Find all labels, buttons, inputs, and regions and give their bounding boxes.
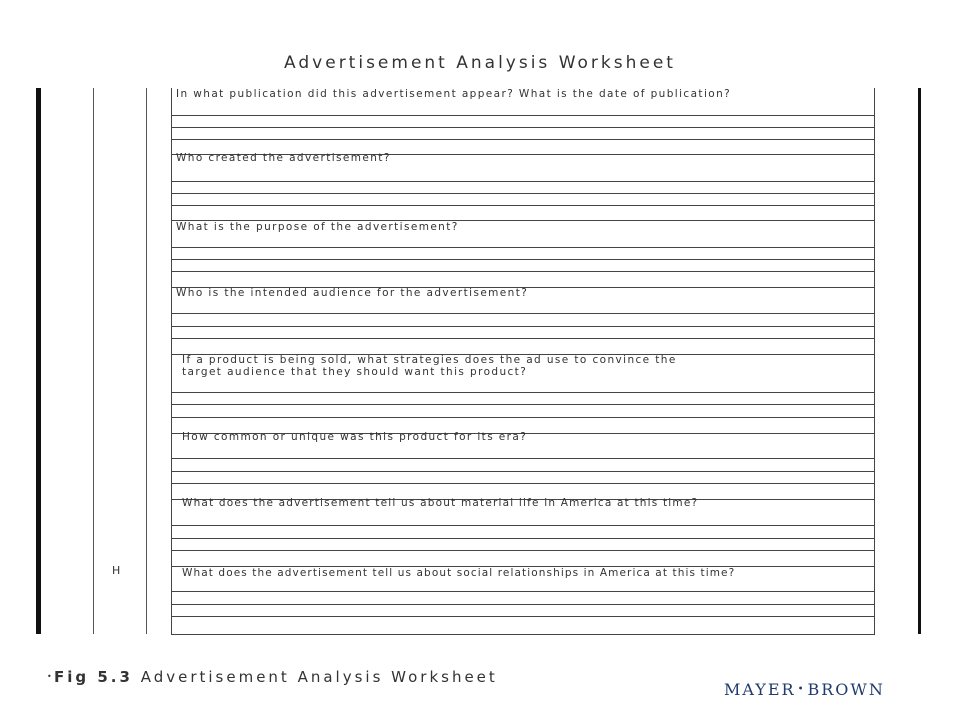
question-audience: Who is the intended audience for the advertisement? — [176, 287, 529, 299]
answer-grid — [171, 88, 875, 635]
question-strategies-line-2: target audience that they should want this product? — [182, 366, 528, 378]
mayer-brown-logo — [724, 680, 885, 699]
question-strategies-line-1: If a product is being sold, what strategies does the ad use to convince the — [182, 354, 677, 366]
grid-line — [172, 483, 874, 484]
grid-line — [172, 205, 874, 206]
grid-line — [172, 458, 874, 459]
column-divider-1 — [93, 88, 94, 634]
figure-number: Fig 5.3 — [54, 668, 133, 686]
figure-caption-text: Advertisement Analysis Worksheet — [140, 668, 498, 686]
grid-line — [172, 616, 874, 617]
grid-line — [172, 139, 874, 140]
grid-line — [172, 550, 874, 551]
grid-line — [172, 392, 874, 393]
question-purpose: What is the purpose of the advertisement? — [176, 221, 459, 233]
grid-line — [172, 604, 874, 605]
column-divider-2 — [146, 88, 147, 634]
grid-line — [172, 181, 874, 182]
grid-line — [172, 247, 874, 248]
grid-line — [172, 525, 874, 526]
question-material-life: What does the advertisement tell us about material life in America at this time? — [182, 497, 699, 509]
side-marker: H — [112, 564, 121, 577]
logo-separator-dot: • — [797, 684, 806, 695]
question-product-era: How common or unique was this product for its era? — [182, 431, 528, 443]
grid-line — [172, 271, 874, 272]
grid-line — [172, 259, 874, 260]
grid-line — [172, 471, 874, 472]
grid-line — [172, 338, 874, 339]
grid-line — [172, 127, 874, 128]
question-social-relationships: What does the advertisement tell us about social relationships in America at this time? — [182, 567, 736, 579]
grid-line — [172, 115, 874, 116]
grid-line — [172, 404, 874, 405]
grid-line — [172, 193, 874, 194]
grid-line — [172, 313, 874, 314]
left-frame-bar — [36, 88, 41, 634]
question-publication: In what publication did this advertisement appear? What is the date of publication? — [176, 88, 732, 100]
logo-right-word: BROWN — [807, 680, 885, 699]
grid-line — [172, 326, 874, 327]
question-creator: Who created the advertisement? — [176, 152, 391, 164]
grid-line — [172, 591, 874, 592]
logo-left-word: MAYER — [724, 680, 796, 699]
grid-line — [172, 417, 874, 418]
caption-bullet: • — [47, 672, 52, 681]
grid-line — [172, 538, 874, 539]
worksheet-title: Advertisement Analysis Worksheet — [284, 53, 676, 73]
figure-caption — [54, 668, 498, 686]
right-frame-bar — [918, 88, 921, 634]
